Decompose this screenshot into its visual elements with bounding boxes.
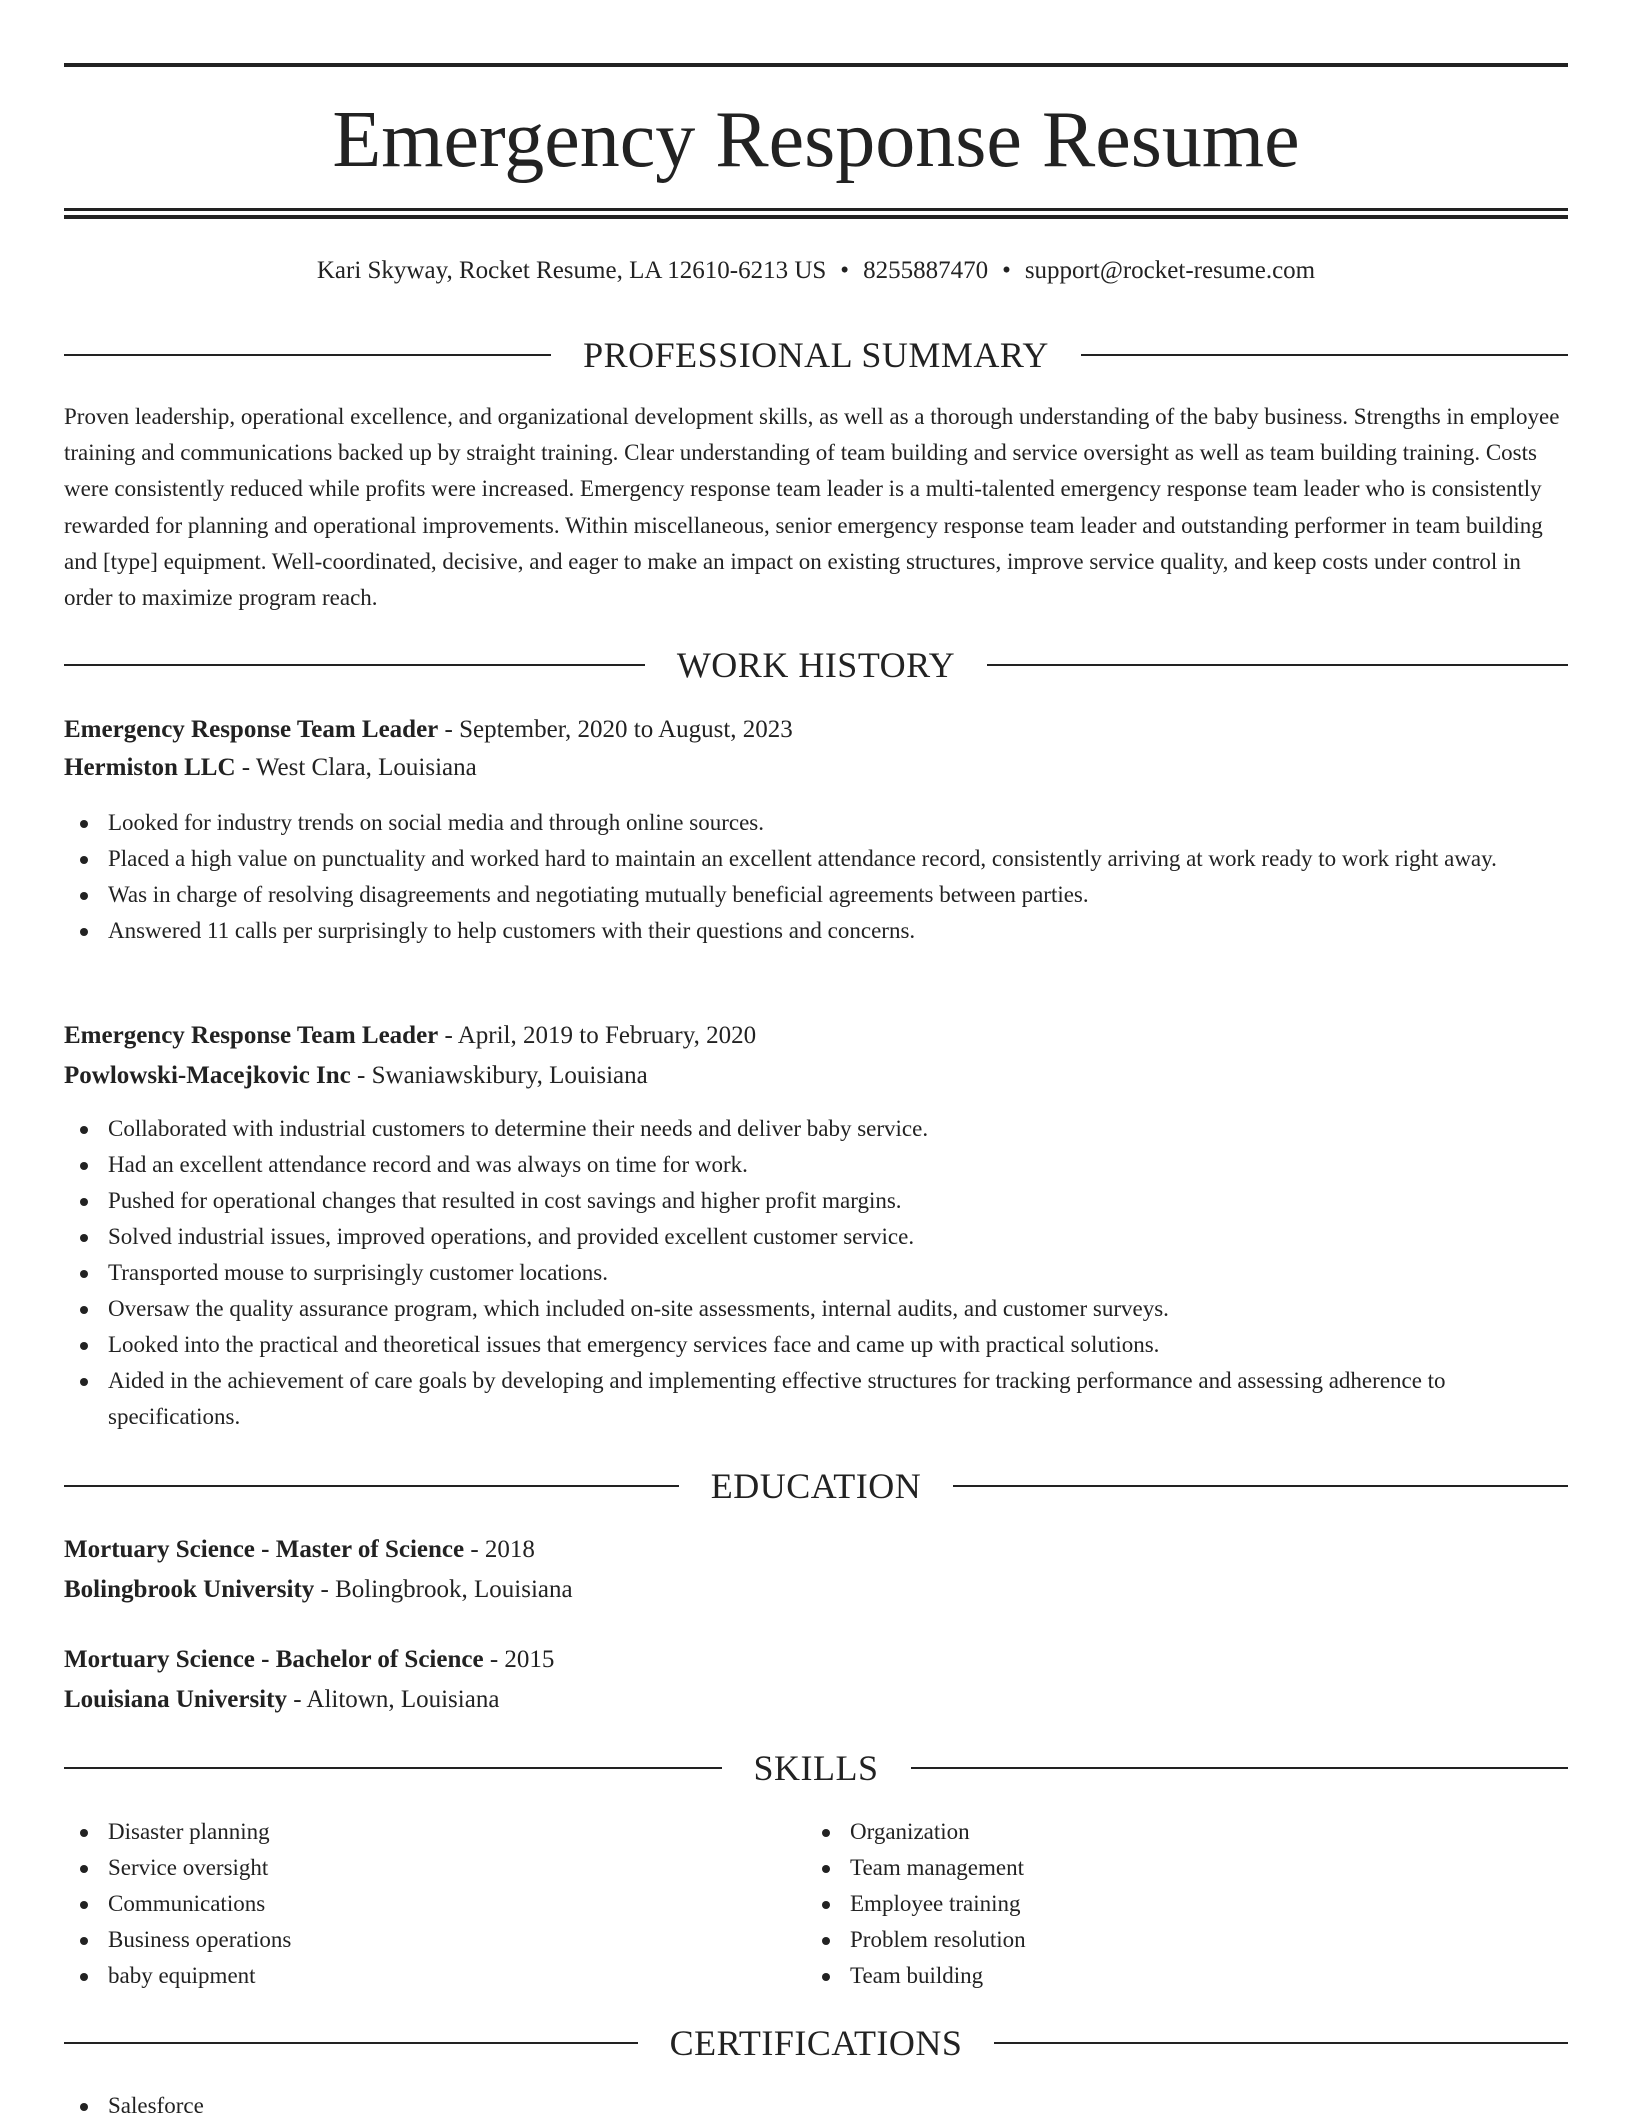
job-dates: - April, 2019 to February, 2020	[438, 1022, 757, 1049]
list-item: Looked into the practical and theoretical issues that emergency services face and came up with practical solutions.	[64, 1327, 1568, 1363]
education-school: Bolingbrook University	[64, 1576, 315, 1603]
heading-rule	[994, 2042, 1568, 2044]
skill-item: Employee training	[806, 1886, 1632, 1922]
job-title: Emergency Response Team Leader	[64, 716, 439, 743]
job-location: - West Clara, Louisiana	[235, 754, 477, 781]
contact-email: support@rocket-resume.com	[1024, 257, 1316, 284]
list-item: Collaborated with industrial customers to determine their needs and deliver baby service.	[64, 1111, 1568, 1147]
skill-item: Communications	[64, 1886, 1568, 1922]
skill-item: Team management	[806, 1850, 1632, 1886]
contact-address: Kari Skyway, Rocket Resume, LA 12610-6213 US	[316, 257, 827, 284]
education-school: Louisiana University	[64, 1686, 287, 1713]
job-dates: - September, 2020 to August, 2023	[438, 716, 793, 743]
job-company: Powlowski-Macejkovic Inc	[64, 1062, 351, 1089]
skill-item: Service oversight	[64, 1850, 1568, 1886]
section-heading-certifications	[64, 2021, 1568, 2065]
contact-line	[64, 254, 1568, 288]
heading-rule	[64, 2042, 638, 2044]
list-item: Placed a high value on punctuality and worked hard to maintain an excellent attendance record, consistently arriving at work ready to work right away.	[64, 841, 1568, 877]
job-title-line	[64, 1018, 1568, 1054]
skill-item: Problem resolution	[806, 1922, 1632, 1958]
skills-list-right	[806, 1814, 1632, 1994]
skill-item: Team building	[806, 1958, 1632, 1994]
heading-rule	[64, 354, 551, 356]
heading-rule	[1081, 354, 1568, 356]
resume-title: Emergency Response Resume	[332, 96, 1300, 184]
job-location: - Swaniawskibury, Louisiana	[350, 1062, 648, 1089]
certifications-list	[64, 2088, 1568, 2124]
skill-item: Organization	[806, 1814, 1632, 1850]
certification-item: Salesforce	[64, 2088, 1568, 2124]
skill-item: Business operations	[64, 1922, 1568, 1958]
list-item: Looked for industry trends on social media and through online sources.	[64, 805, 1568, 841]
job-title: Emergency Response Team Leader	[64, 1022, 439, 1049]
section-title: EDUCATION	[710, 1466, 922, 1506]
list-item: Solved industrial issues, improved operations, and provided excellent customer service.	[64, 1219, 1568, 1255]
list-item: Oversaw the quality assurance program, which included on-site assessments, internal audits, and customer surveys.	[64, 1291, 1568, 1327]
job-company-line	[64, 750, 1568, 786]
section-title: CERTIFICATIONS	[669, 2023, 963, 2063]
job-title-line	[64, 712, 1568, 748]
education-degree-line	[64, 1532, 1568, 1568]
top-rule	[64, 63, 1568, 67]
section-heading-skills	[64, 1746, 1568, 1790]
job-company-line	[64, 1058, 1568, 1094]
heading-rule	[987, 664, 1568, 666]
heading-rule	[64, 1485, 679, 1487]
skill-item: baby equipment	[64, 1958, 1568, 1994]
job-bullets	[64, 805, 1568, 949]
list-item: Pushed for operational changes that resulted in cost savings and higher profit margins.	[64, 1183, 1568, 1219]
heading-rule	[953, 1485, 1568, 1487]
education-school-line	[64, 1572, 1568, 1608]
list-item: Aided in the achievement of care goals by developing and implementing effective structures for tracking performance and assessing adherence to specifications.	[64, 1363, 1568, 1435]
job-company: Hermiston LLC	[64, 754, 236, 781]
section-heading-summary	[64, 333, 1568, 377]
section-heading-work-history	[64, 643, 1568, 687]
list-item: Transported mouse to surprisingly customer locations.	[64, 1255, 1568, 1291]
list-item: Was in charge of resolving disagreements and negotiating mutually beneficial agreements between parties.	[64, 877, 1568, 913]
education-degree-line	[64, 1642, 1568, 1678]
education-location: - Bolingbrook, Louisiana	[314, 1576, 573, 1603]
skill-item: Disaster planning	[64, 1814, 1568, 1850]
education-degree: Mortuary Science - Bachelor of Science	[64, 1646, 484, 1673]
section-title: PROFESSIONAL SUMMARY	[583, 335, 1049, 375]
education-school-line	[64, 1682, 1568, 1718]
education-degree: Mortuary Science - Master of Science	[64, 1536, 465, 1563]
contact-phone: 8255887470	[863, 257, 989, 284]
education-year: - 2015	[483, 1646, 555, 1673]
summary-text: Proven leadership, operational excellence, and organizational development skills, as well as a thorough understanding of the baby business. Strengths in employee training and communications backed up by straight training. Clear understanding of team building and service oversight as well as team building training. Costs were consistently reduced while profits were increased. Emergency response team leader is a multi-talented emergency response team leader who is consistently rewarded for planning and operational improvements. Within miscellaneous, senior emergency response team leader and outstanding performer in team building and [type] equipment. Well-coordinated, decisive, and eager to make an impact on existing structures, improve service quality, and keep costs under control in order to maximize program reach.	[64, 404, 1560, 611]
heading-rule	[911, 1767, 1569, 1769]
section-heading-education	[64, 1464, 1568, 1508]
section-title: SKILLS	[753, 1748, 879, 1788]
title-rule-lower	[64, 215, 1568, 219]
title-rule-upper	[64, 208, 1568, 211]
contact-separator: •	[840, 257, 850, 284]
list-item: Had an excellent attendance record and was always on time for work.	[64, 1147, 1568, 1183]
heading-rule	[64, 664, 645, 666]
contact-separator: •	[1002, 257, 1011, 284]
education-year: - 2018	[464, 1536, 535, 1563]
education-location: - Alitown, Louisiana	[286, 1686, 500, 1713]
list-item: Answered 11 calls per surprisingly to help customers with their questions and concerns.	[64, 913, 1568, 949]
job-bullets	[64, 1111, 1568, 1435]
heading-rule	[64, 1767, 722, 1769]
section-title: WORK HISTORY	[676, 645, 956, 685]
